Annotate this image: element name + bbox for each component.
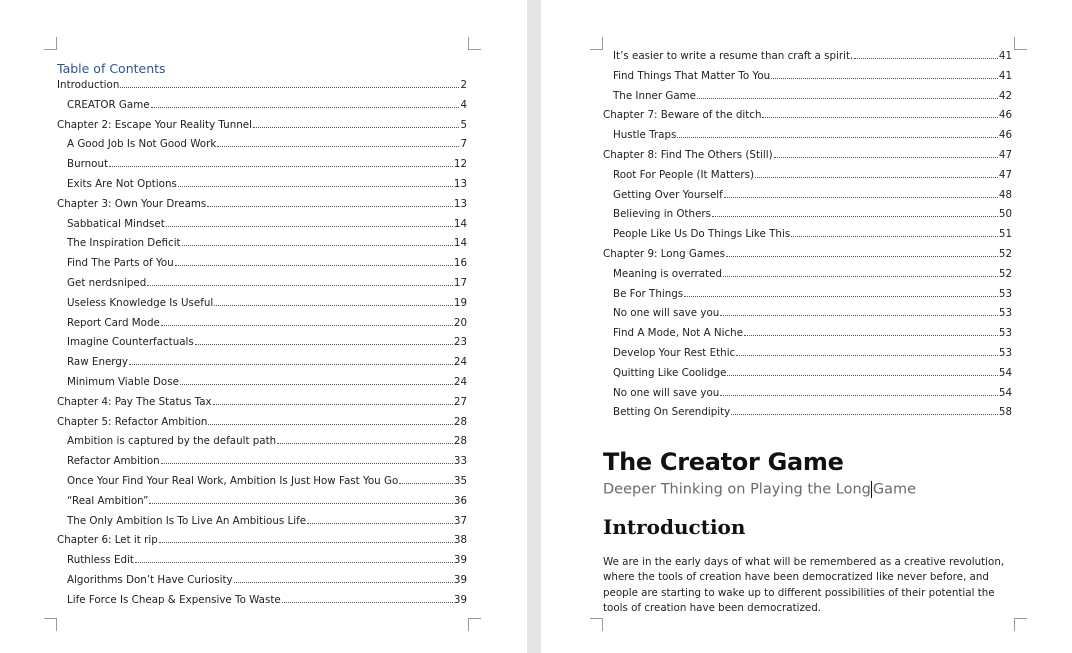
toc-entry-title: Exits Are Not Options	[67, 177, 177, 190]
toc-dot-leader	[755, 169, 998, 178]
toc-page-number: 53	[998, 327, 1012, 340]
toc-entry[interactable]	[57, 492, 467, 512]
toc-dot-leader	[120, 79, 459, 88]
toc-entry-title: Once Your Find Your Real Work, Ambition Is Just How Fast You Go	[67, 474, 399, 487]
toc-entry-title: It’s easier to write a resume than craft a spirit.	[613, 50, 854, 62]
toc-page-number: 39	[453, 593, 467, 606]
toc-page-number: 52	[998, 247, 1012, 260]
toc-entry[interactable]	[57, 531, 467, 551]
toc-dot-leader	[161, 455, 453, 464]
toc-entry[interactable]	[603, 285, 1012, 305]
toc-entry-title: People Like Us Do Things Like This	[613, 228, 791, 241]
toc-page-number: 53	[998, 307, 1012, 320]
toc-entry[interactable]	[603, 304, 1012, 324]
toc-entry-title: Chapter 8: Find The Others (Still)	[603, 148, 773, 161]
subtitle-text-end: Game	[872, 481, 917, 498]
toc-entry[interactable]	[57, 353, 467, 373]
toc-page-number: 28	[453, 415, 467, 428]
toc-page-number: 13	[453, 177, 467, 190]
toc-page-number: 48	[998, 188, 1012, 201]
toc-dot-leader	[677, 129, 998, 138]
toc-dot-leader	[697, 90, 998, 99]
toc-page-number: 47	[998, 168, 1012, 181]
toc-page-number: 52	[998, 267, 1012, 280]
toc-entry-title: Algorithms Don’t Have Curiosity	[67, 573, 233, 586]
toc-dot-leader	[399, 475, 453, 484]
toc-dot-leader	[712, 208, 998, 217]
toc-dot-leader	[684, 288, 998, 297]
toc-dot-leader	[147, 277, 453, 286]
toc-dot-leader	[182, 237, 453, 246]
toc-page-number: 36	[453, 494, 467, 507]
document-page-right[interactable]	[541, 0, 1072, 653]
toc-entry-title: Meaning is overrated	[613, 267, 722, 280]
toc-entry[interactable]	[57, 175, 467, 195]
toc-entry[interactable]	[57, 234, 467, 254]
crop-mark	[1014, 618, 1027, 631]
toc-dot-leader	[149, 495, 452, 504]
toc-dot-leader	[213, 396, 453, 405]
toc-entry[interactable]	[57, 116, 467, 136]
toc-dot-leader	[726, 248, 998, 257]
toc-dot-leader	[166, 218, 453, 227]
toc-dot-leader	[207, 198, 453, 207]
toc-entry-title: The Inner Game	[613, 89, 697, 102]
toc-dot-leader	[135, 554, 453, 563]
crop-mark	[468, 37, 481, 50]
toc-page-number: 54	[998, 366, 1012, 379]
toc-entry[interactable]	[57, 472, 467, 492]
toc-entry[interactable]	[57, 551, 467, 571]
toc-entry-title: Minimum Viable Dose	[67, 375, 179, 388]
toc-entry[interactable]	[57, 373, 467, 393]
toc-entry[interactable]	[603, 47, 1012, 67]
toc-entry-title: Chapter 5: Refactor Ambition	[57, 415, 208, 428]
toc-page-number: 13	[453, 197, 467, 210]
toc-entry-title: Ambition is captured by the default path	[67, 435, 277, 448]
toc-entry-title: “Real Ambition”	[67, 494, 149, 507]
toc-dot-leader	[744, 327, 998, 336]
toc-entry[interactable]	[603, 245, 1012, 265]
toc-page-number: 2	[460, 79, 467, 91]
toc-entry[interactable]	[603, 324, 1012, 344]
toc-entry-title: Chapter 7: Beware of the ditch	[603, 109, 762, 122]
toc-page-number: 42	[998, 89, 1012, 102]
toc-page-number: 53	[998, 346, 1012, 359]
toc-entry-title: Burnout	[67, 158, 109, 171]
toc-page-number: 46	[998, 109, 1012, 122]
toc-page-number: 7	[460, 138, 467, 151]
toc-entry[interactable]	[603, 205, 1012, 225]
toc-entry[interactable]	[57, 274, 467, 294]
toc-entry-title: The Inspiration Deficit	[67, 237, 181, 250]
toc-entry-title: A Good Job Is Not Good Work	[67, 138, 217, 151]
toc-page-number: 41	[998, 50, 1012, 62]
toc-entry-title: Believing in Others	[613, 208, 712, 221]
toc-entry[interactable]	[57, 571, 467, 591]
toc-dot-leader	[208, 416, 452, 425]
crop-mark	[1014, 37, 1027, 50]
toc-page-number: 47	[998, 148, 1012, 161]
toc-dot-leader	[720, 387, 998, 396]
toc-entry[interactable]	[603, 126, 1012, 146]
toc-entry[interactable]	[603, 384, 1012, 404]
toc-page-number: 14	[453, 217, 467, 230]
toc-entry-title: Find Things That Matter To You	[613, 69, 771, 82]
toc-dot-leader	[854, 50, 998, 59]
toc-entry[interactable]	[57, 135, 467, 155]
toc-page-number: 35	[453, 474, 467, 487]
toc-page-number: 27	[453, 395, 467, 408]
subtitle-text: Deeper Thinking on Playing the Long	[603, 481, 871, 498]
toc-entry[interactable]	[57, 76, 467, 96]
toc-entry[interactable]	[603, 146, 1012, 166]
toc-page-number: 16	[453, 257, 467, 270]
toc-page-number: 24	[453, 375, 467, 388]
toc-entry-title: Sabbatical Mindset	[67, 217, 165, 230]
toc-dot-leader	[724, 189, 998, 198]
toc-entry-title: Raw Energy	[67, 356, 128, 369]
crop-mark	[44, 618, 57, 631]
toc-entry[interactable]	[603, 344, 1012, 364]
toc-dot-leader	[282, 594, 453, 603]
toc-page-number: 53	[998, 287, 1012, 300]
toc-page-number: 12	[453, 158, 467, 171]
toc-dot-leader	[217, 138, 459, 147]
toc-dot-leader	[175, 257, 453, 266]
toc-entry[interactable]	[603, 186, 1012, 206]
toc-entry[interactable]	[57, 393, 467, 413]
toc-dot-leader	[214, 297, 453, 306]
toc-entry[interactable]	[603, 106, 1012, 126]
toc-entry[interactable]	[603, 67, 1012, 87]
toc-page-number: 33	[453, 455, 467, 468]
toc-page-number: 19	[453, 296, 467, 309]
toc-entry[interactable]	[603, 265, 1012, 285]
section-heading-introduction[interactable]: Introduction	[603, 515, 746, 539]
toc-entry-title: Root For People (It Matters)	[613, 168, 755, 181]
toc-dot-leader	[762, 109, 997, 118]
toc-page-number: 50	[998, 208, 1012, 221]
toc-entry[interactable]	[603, 87, 1012, 107]
toc-entry[interactable]	[57, 314, 467, 334]
toc-entry-title: Chapter 3: Own Your Dreams	[57, 197, 207, 210]
toc-entry-title: Introduction	[57, 79, 120, 91]
toc-entry[interactable]	[57, 591, 467, 611]
toc-dot-leader	[159, 534, 453, 543]
toc-entry-title: Quitting Like Coolidge	[613, 366, 727, 379]
toc-page-number: 38	[453, 534, 467, 547]
toc-page-number: 51	[998, 228, 1012, 241]
toc-entry-title: Report Card Mode	[67, 316, 160, 329]
toc-dot-leader	[307, 515, 453, 524]
crop-mark	[590, 37, 603, 50]
crop-mark	[468, 618, 481, 631]
toc-entry-title: Find A Mode, Not A Niche	[613, 327, 744, 340]
toc-entry-title: Get nerdsniped	[67, 276, 147, 289]
toc-entry[interactable]	[57, 413, 467, 433]
toc-entry-title: Chapter 9: Long Games	[603, 247, 725, 260]
toc-page-number: 54	[998, 386, 1012, 399]
toc-entry-title: The Only Ambition Is To Live An Ambitious Life	[67, 514, 307, 527]
toc-entry-title: Hustle Traps	[613, 129, 677, 142]
toc-dot-leader	[731, 406, 998, 415]
toc-page-number: 14	[453, 237, 467, 250]
toc-dot-leader	[180, 376, 453, 385]
toc-dot-leader	[253, 119, 460, 128]
toc-entry-title: Ruthless Edit	[67, 554, 134, 567]
toc-dot-leader	[720, 307, 998, 316]
toc-page-number: 46	[998, 129, 1012, 142]
toc-heading: Table of Contents	[57, 61, 166, 76]
toc-entry[interactable]	[57, 432, 467, 452]
toc-entry-title: No one will save you	[613, 307, 720, 320]
toc-page-number: 58	[998, 406, 1012, 419]
toc-entry-title: Imagine Counterfactuals	[67, 336, 194, 349]
toc-entry-title: Getting Over Yourself	[613, 188, 723, 201]
toc-entry[interactable]	[57, 294, 467, 314]
toc-entry[interactable]	[57, 195, 467, 215]
toc-dot-leader	[151, 99, 460, 108]
toc-entry-title: Refactor Ambition	[67, 455, 160, 468]
toc-entry-title: No one will save you	[613, 386, 720, 399]
toc-dot-leader	[195, 336, 453, 345]
toc-dot-leader	[178, 178, 453, 187]
toc-page-number: 23	[453, 336, 467, 349]
toc-page-number: 17	[453, 276, 467, 289]
intro-paragraph[interactable]: We are in the early days of what will be remembered as a creative revolution, where the tools of creation have been democratized like never before, and people are starting to wake up to different possibilities of their potential the tools of creation have been democratized.	[603, 556, 1005, 614]
toc-dot-leader	[109, 158, 453, 167]
toc-page-number: 5	[460, 118, 467, 131]
crop-mark	[44, 37, 57, 50]
document-title[interactable]: The Creator Game	[603, 448, 844, 476]
toc-page-number: 4	[460, 98, 467, 111]
toc-page-number: 20	[453, 316, 467, 329]
toc-dot-leader	[771, 70, 998, 79]
toc-entry-title: Life Force Is Cheap & Expensive To Waste	[67, 593, 281, 606]
toc-entry[interactable]	[57, 333, 467, 353]
crop-mark	[590, 618, 603, 631]
toc-page-number: 28	[453, 435, 467, 448]
toc-dot-leader	[277, 435, 453, 444]
toc-page-number: 39	[453, 573, 467, 586]
document-subtitle[interactable]	[603, 481, 916, 498]
toc-entry-title: Chapter 2: Escape Your Reality Tunnel	[57, 118, 252, 131]
toc-entry[interactable]	[57, 96, 467, 116]
table-of-contents-continued	[603, 47, 1012, 423]
toc-dot-leader	[234, 574, 453, 583]
toc-entry-title: CREATOR Game	[67, 98, 150, 111]
toc-dot-leader	[723, 268, 998, 277]
toc-entry[interactable]	[57, 254, 467, 274]
toc-dot-leader	[727, 367, 997, 376]
table-of-contents	[57, 76, 467, 611]
toc-entry[interactable]	[603, 225, 1012, 245]
toc-page-number: 24	[453, 356, 467, 369]
toc-entry[interactable]	[603, 364, 1012, 384]
toc-entry-title: Develop Your Rest Ethic	[613, 346, 736, 359]
toc-page-number: 37	[453, 514, 467, 527]
toc-page-number: 41	[998, 69, 1012, 82]
toc-dot-leader	[161, 317, 453, 326]
toc-entry[interactable]	[57, 512, 467, 532]
toc-dot-leader	[129, 356, 453, 365]
toc-entry[interactable]	[603, 403, 1012, 423]
toc-dot-leader	[774, 149, 998, 158]
toc-dot-leader	[736, 347, 998, 356]
toc-entry-title: Be For Things	[613, 287, 684, 300]
toc-dot-leader	[791, 228, 998, 237]
toc-entry-title: Betting On Serendipity	[613, 406, 731, 419]
toc-entry[interactable]	[57, 215, 467, 235]
document-page-left[interactable]	[0, 0, 527, 653]
toc-entry[interactable]	[57, 452, 467, 472]
toc-entry[interactable]	[603, 166, 1012, 186]
toc-entry-title: Useless Knowledge Is Useful	[67, 296, 214, 309]
toc-page-number: 39	[453, 554, 467, 567]
toc-entry-title: Chapter 6: Let it rip	[57, 534, 158, 547]
toc-entry-title: Find The Parts of You	[67, 257, 174, 270]
toc-entry[interactable]	[57, 155, 467, 175]
toc-entry-title: Chapter 4: Pay The Status Tax	[57, 395, 212, 408]
